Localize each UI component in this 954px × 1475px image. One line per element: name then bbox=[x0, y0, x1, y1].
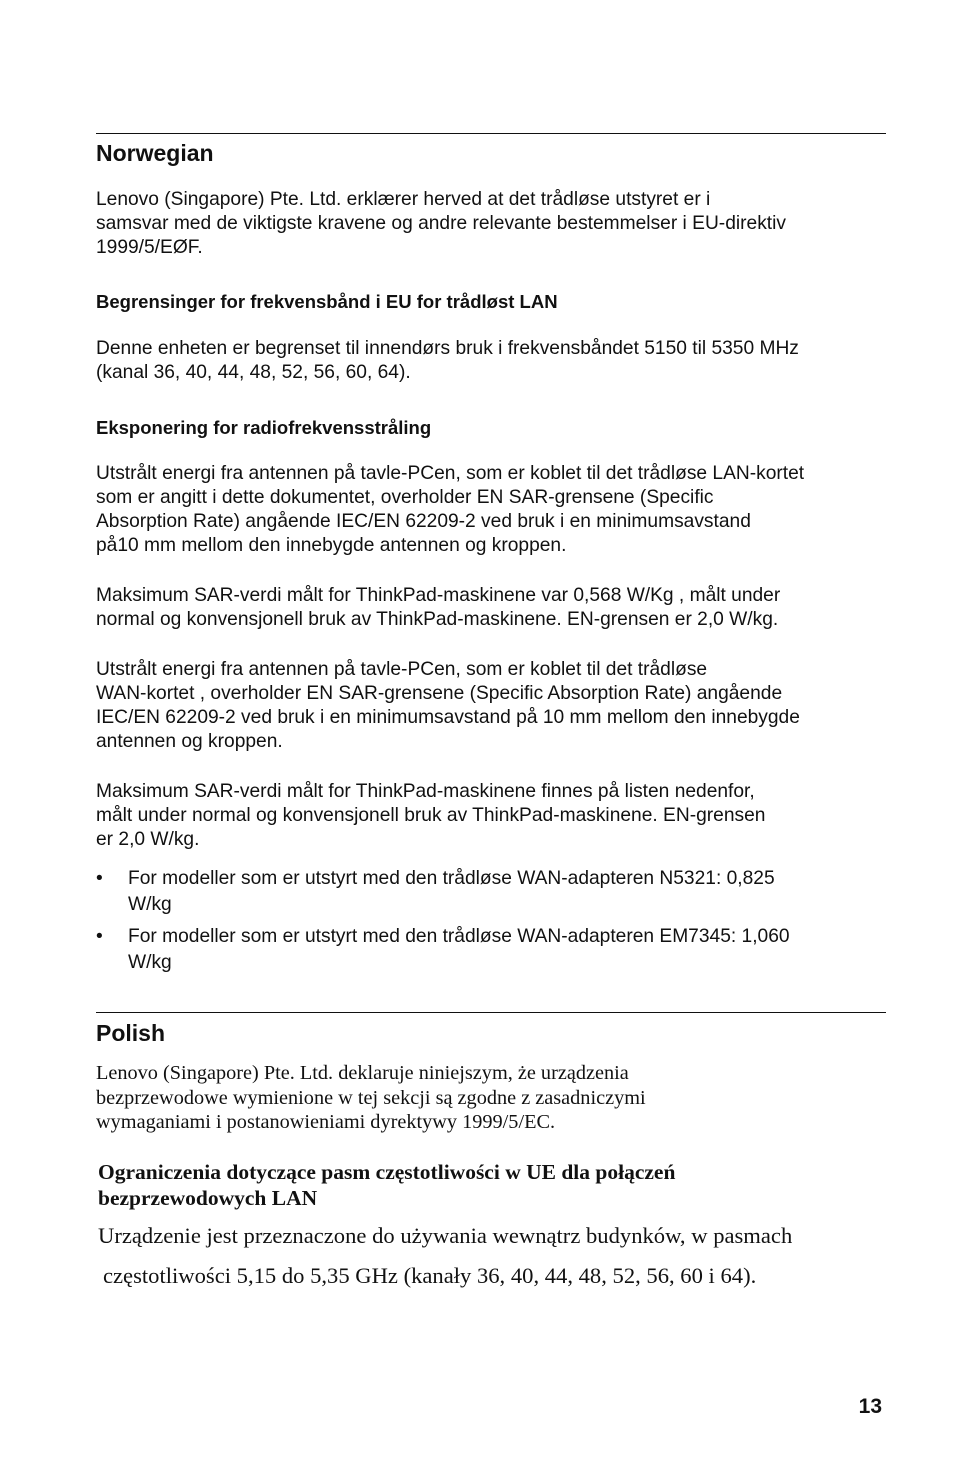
text-line: samsvar med de viktigste kravene og andre relevante bestemmelser i EU-direktiv bbox=[96, 213, 786, 234]
text-line: Lenovo (Singapore) Pte. Ltd. deklaruje niniejszym, że urządzenia bbox=[96, 1062, 629, 1084]
polish-restrictions-text bbox=[98, 1216, 893, 1296]
polish-declaration bbox=[96, 1061, 891, 1135]
text-line: Utstrålt energi fra antennen på tavle-PCen, som er koblet til det trådløse bbox=[96, 659, 708, 680]
text-line: wymaganiami i postanowieniami dyrektywy 1999/5/EC. bbox=[96, 1111, 556, 1133]
section-rule-norwegian bbox=[96, 133, 886, 134]
text-line: Maksimum SAR-verdi målt for ThinkPad-maskinene finnes på listen nedenfor, bbox=[96, 781, 755, 802]
subheading-frequency-restrictions: Begrensinger for frekvensbånd i EU for trådløst LAN bbox=[96, 291, 558, 312]
text-line: som er angitt i dette dokumentet, overholder EN SAR-grensene (Specific bbox=[96, 487, 714, 508]
text-line: målt under normal og konvensjonell bruk av ThinkPad-maskinene. EN-grensen bbox=[96, 805, 766, 826]
text-line: (kanal 36, 40, 44, 48, 52, 56, 60, 64). bbox=[96, 362, 411, 383]
section-heading-polish: Polish bbox=[96, 1020, 166, 1046]
norwegian-sar-wan bbox=[96, 780, 891, 852]
text-line: częstotliwości 5,15 do 5,35 GHz (kanały 36, 40, 44, 48, 52, 56, 60 i 64). bbox=[103, 1263, 757, 1288]
text-line: bezprzewodowe wymienione w tej sekcji są zgodne z zasadniczymi bbox=[96, 1086, 646, 1109]
text-line: Lenovo (Singapore) Pte. Ltd. erklærer herved at det trådløse utstyret er i bbox=[96, 189, 711, 210]
text-line: For modeller som er utstyrt med den trådløse WAN-adapteren EM7345: 1,060 bbox=[128, 926, 790, 947]
text-line: Urządzenie jest przeznaczone do używania wewnątrz budynków, w pasmach bbox=[98, 1223, 793, 1248]
polish-restrictions-heading bbox=[98, 1159, 893, 1211]
text-line: Denne enheten er begrenset til innendørs bruk i frekvensbåndet 5150 til 5350 MHz bbox=[96, 338, 799, 359]
page-number: 13 bbox=[858, 1395, 882, 1418]
text-line: 1999/5/EØF. bbox=[96, 237, 203, 258]
text-line: på10 mm mellom den innebygde antennen og kroppen. bbox=[96, 535, 567, 556]
norwegian-declaration bbox=[96, 188, 891, 260]
norwegian-sar-lan bbox=[96, 584, 891, 632]
text-line: Ograniczenia dotyczące pasm częstotliwości w UE dla połączeń bbox=[98, 1160, 676, 1184]
text-line: W/kg bbox=[128, 894, 172, 915]
subheading-rf-exposure: Eksponering for radiofrekvensstråling bbox=[96, 417, 432, 438]
text-line: Absorption Rate) angående IEC/EN 62209-2 ved bruk i en minimumsavstand bbox=[96, 511, 751, 532]
text-line: For modeller som er utstyrt med den trådløse WAN-adapteren N5321: 0,825 bbox=[128, 868, 775, 889]
text-line: normal og konvensjonell bruk av ThinkPad-maskinene. EN-grensen er 2,0 W/kg. bbox=[96, 609, 779, 630]
section-heading-norwegian: Norwegian bbox=[96, 140, 214, 166]
section-rule-polish bbox=[96, 1012, 886, 1013]
norwegian-restrictions-text bbox=[96, 337, 891, 385]
text-line: bezprzewodowych LAN bbox=[98, 1186, 318, 1210]
text-line: WAN-kortet , overholder EN SAR-grensene (Specific Absorption Rate) angående bbox=[96, 683, 783, 704]
text-line: er 2,0 W/kg. bbox=[96, 829, 200, 850]
text-line: Utstrålt energi fra antennen på tavle-PCen, som er koblet til det trådløse LAN-kortet bbox=[96, 463, 805, 484]
text-line: IEC/EN 62209-2 ved bruk i en minimumsavstand på 10 mm mellom den innebygde bbox=[96, 707, 800, 728]
text-line: W/kg bbox=[128, 952, 172, 973]
bullet-icon: • bbox=[96, 868, 103, 889]
text-line: antennen og kroppen. bbox=[96, 731, 283, 752]
bullet-icon: • bbox=[96, 926, 103, 947]
text-line: Maksimum SAR-verdi målt for ThinkPad-maskinene var 0,568 W/Kg , målt under bbox=[96, 585, 781, 606]
norwegian-exposure-lan bbox=[96, 462, 891, 558]
norwegian-exposure-wan bbox=[96, 658, 891, 754]
